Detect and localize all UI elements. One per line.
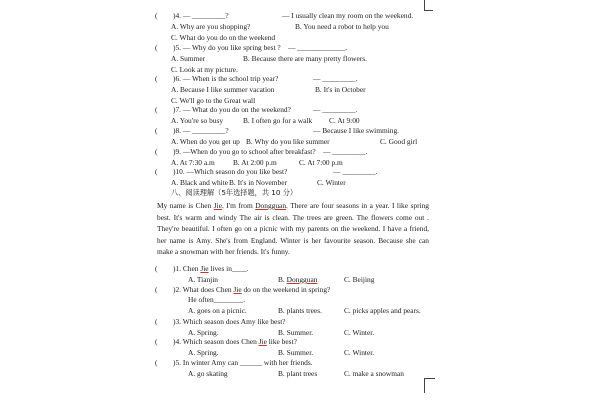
question-9: )9. —When do you go to school after breakfast? xyxy=(173,147,316,156)
option-b[interactable]: B. plants trees. xyxy=(278,306,322,315)
answer-paren[interactable]: ( xyxy=(155,147,158,156)
answer-paren[interactable]: ( xyxy=(155,126,158,135)
option-a[interactable]: A. Black and white xyxy=(171,178,229,187)
option-c[interactable]: C. At 9:00 xyxy=(329,116,360,125)
option-a[interactable]: A. goes on a picnic. xyxy=(188,306,247,315)
question-4: )4. — _________? xyxy=(173,11,229,20)
option-a[interactable]: A. You're so busy xyxy=(171,116,224,125)
answer-paren[interactable]: ( xyxy=(155,11,158,20)
answer-paren[interactable]: ( xyxy=(155,264,158,273)
option-b[interactable]: B. It's in October xyxy=(315,85,366,94)
question-7: )7. — What do you do on the weekend? xyxy=(173,105,291,114)
reading-question-5: )5. In winter Amy can ______ with her friends. xyxy=(173,358,313,367)
question-5: )5. — Why do you like spring best ? xyxy=(173,43,281,52)
place-dongguan: Dongguan xyxy=(255,201,287,210)
question-10: )10. —Which season do you like best? xyxy=(173,167,288,176)
option-a[interactable]: A. go skating xyxy=(188,369,228,378)
option-c[interactable]: C. Winter. xyxy=(344,328,375,337)
response-6: — _________. xyxy=(313,74,358,83)
option-b[interactable]: B. You need a robot to help you xyxy=(295,22,389,31)
option-b[interactable]: B. It's in November xyxy=(229,178,287,187)
option-b[interactable]: B. At 2:00 p.m xyxy=(233,158,277,167)
section-8-heading: 八、阅读理解（5年选择题，共 10 分） xyxy=(171,188,298,197)
option-a[interactable]: A. When do you get up xyxy=(171,137,240,146)
reading-question-4: )4. Which season does Chen Jie like best? xyxy=(173,337,297,346)
option-c[interactable]: C. Winter xyxy=(317,178,346,187)
option-a[interactable]: A. Why are you shopping? xyxy=(171,22,251,31)
option-a[interactable]: A. Because I like summer vacation xyxy=(171,85,275,94)
corner-mark-top-right xyxy=(424,0,433,11)
reading-question-2: )2. What does Chen Jie do on the weekend in spring? xyxy=(173,285,331,294)
response-5: — _____________. xyxy=(288,43,348,52)
option-b[interactable]: B. Why do you like summer xyxy=(246,137,330,146)
option-a[interactable]: A. At 7:30 a.m xyxy=(171,158,215,167)
option-c[interactable]: C. What do you do on the weekend xyxy=(171,33,276,42)
option-b[interactable]: B. Dongguan xyxy=(278,275,318,284)
name-jie: Jie xyxy=(200,264,209,273)
option-c[interactable]: C. picks apples and pears. xyxy=(344,306,421,315)
option-c[interactable]: C. Winter. xyxy=(344,348,375,357)
question-prompt: He often________. xyxy=(188,295,246,304)
response-9: — _________. xyxy=(323,147,368,156)
option-b[interactable]: B. Summer. xyxy=(278,328,314,337)
option-c[interactable]: C. We'll go to the Great wall xyxy=(171,96,256,105)
response-8: — Because I like swimming. xyxy=(313,126,400,135)
answer-paren[interactable]: ( xyxy=(155,358,158,367)
response-7: — _________. xyxy=(313,105,358,114)
reading-question-3: )3. Which season does Amy like best? xyxy=(173,317,286,326)
answer-paren[interactable]: ( xyxy=(155,317,158,326)
option-b[interactable]: B. I often go for a walk xyxy=(243,116,313,125)
name-jie: Jie xyxy=(233,285,242,294)
response-4: — I usually clean my room on the weekend. xyxy=(282,11,414,20)
answer-paren[interactable]: ( xyxy=(155,337,158,346)
option-c[interactable]: C. Beijing xyxy=(344,275,375,284)
name-jie: Jie xyxy=(258,337,267,346)
response-10: — _________. xyxy=(333,167,378,176)
answer-paren[interactable]: ( xyxy=(155,74,158,83)
answer-paren[interactable]: ( xyxy=(155,105,158,114)
question-6: )6. — When is the school trip year? xyxy=(173,74,279,83)
corner-mark-bottom-right xyxy=(424,378,435,393)
answer-paren[interactable]: ( xyxy=(155,285,158,294)
answer-paren[interactable]: ( xyxy=(155,43,158,52)
option-a[interactable]: A. Spring. xyxy=(188,328,219,337)
option-c[interactable]: C. make a snowman xyxy=(344,369,404,378)
answer-paren[interactable]: ( xyxy=(155,167,158,176)
place-dongguan: Dongguan xyxy=(286,275,318,284)
option-b[interactable]: B. plant trees xyxy=(278,369,318,378)
option-c[interactable]: C. Good girl xyxy=(380,137,418,146)
reading-question-1: )1. Chen Jie lives in____. xyxy=(173,264,249,273)
option-c[interactable]: C. At 7:00 p.m xyxy=(299,158,343,167)
question-8: )8. — _________? xyxy=(173,126,229,135)
reading-passage: My name is Chen Jie. I'm from Dongguan. There are four seasons in a year. I like spring best. It's warm and windy The air is clean. The trees are green. The flowers come out . They're beautiful. I often go on a picnic with my parents on the weekend. I have a friend, her name is Amy. She's from England. Winter is her favourite season. Because she can make a snowman with her friends. It's funny. xyxy=(157,201,429,257)
option-b[interactable]: B. Summer. xyxy=(278,348,314,357)
name-jie: Jie xyxy=(213,201,222,210)
option-a[interactable]: A. Tianjin xyxy=(188,275,218,284)
option-a[interactable]: A. Summer xyxy=(171,54,206,63)
option-c[interactable]: C. Look at my picture. xyxy=(171,65,238,74)
option-b[interactable]: B. Because there are many pretty flowers. xyxy=(243,54,367,63)
option-a[interactable]: A. Spring. xyxy=(188,348,219,357)
